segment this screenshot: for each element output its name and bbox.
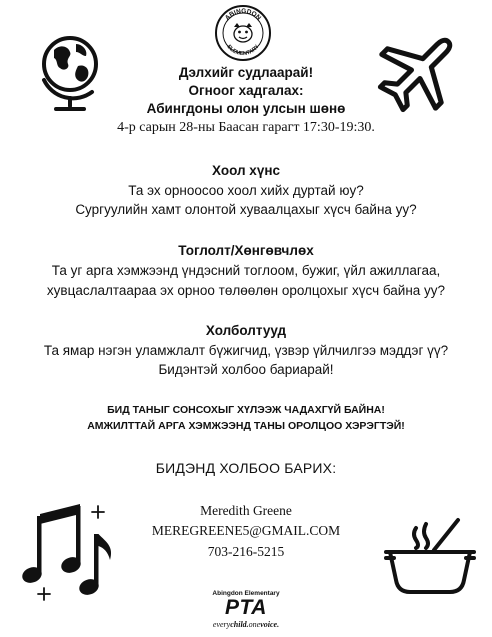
section-connections-line-2: Бидэнтэй холбоо бариарай!	[158, 362, 334, 377]
contact-phone[interactable]: 703-216-5215	[207, 544, 285, 559]
pta-school-name: Abingdon Elementary	[212, 590, 280, 597]
section-performance-line-1: Та уг арга хэмжээнд үндэсний тоглоом, бужиг, үйл ажиллагаа,	[51, 263, 441, 278]
tagline-child: child.	[230, 620, 249, 629]
tagline-one: one	[248, 620, 261, 629]
section-food-line-1: Та эх орноосоо хоол хийх дуртай юу?	[128, 183, 364, 198]
section-food-line-2: Сургуулийн хамт олонтой хуваалцахыг хүсч байна уу?	[75, 202, 417, 217]
pta-tagline	[0, 620, 492, 630]
event-title: Абингдоны олон улсын шөнө	[146, 101, 346, 116]
event-date: 4-р сарын 28-ны Баасан гарагт 17:30-19:30.	[117, 120, 375, 135]
section-performance-title: Тоглолт/Хөнгөвчлөх	[178, 243, 314, 258]
contact-email[interactable]: MEREGREENE5@GMAIL.COM	[151, 523, 341, 538]
tagline-every: every	[212, 620, 231, 629]
contact-name: Meredith Greene	[200, 503, 292, 518]
section-performance-line-2: хувцаслалтаараа эх орноо төлөөлөн оролцохыг хүсч байна уу?	[46, 283, 446, 298]
callout-line-1: БИД ТАНЫГ СОНСОХЫГ ХҮЛЭЭЖ ЧАДАХГҮЙ БАЙНА!	[107, 404, 385, 416]
logo-top-text: ABINGDON	[223, 7, 263, 22]
tagline-explore: Дэлхийг судлаарай!	[178, 65, 314, 80]
pta-logo: PTA	[225, 596, 267, 619]
logo-bottom-text: ELEMENTARY	[225, 43, 261, 58]
tagline-voice: voice.	[260, 620, 280, 629]
school-logo-seal	[214, 4, 272, 62]
contact-heading: БИДЭНД ХОЛБОО БАРИХ:	[155, 460, 337, 476]
cooking-pot-icon	[382, 514, 478, 598]
section-connections-title: Холболтууд	[205, 323, 287, 338]
save-the-date: Огноог хадгалах:	[188, 83, 304, 98]
section-food-title: Хоол хүнс	[212, 163, 280, 178]
callout-line-2: АМЖИЛТТАЙ АРГА ХЭМЖЭЭНД ТАНЫ ОРОЛЦОО ХЭРЭГТЭЙ!	[87, 420, 405, 432]
section-connections-line-1: Та ямар нэгэн уламжлалт бүжигчид, үзвэр үйлчилгээ мэддэг үү?	[43, 343, 449, 358]
